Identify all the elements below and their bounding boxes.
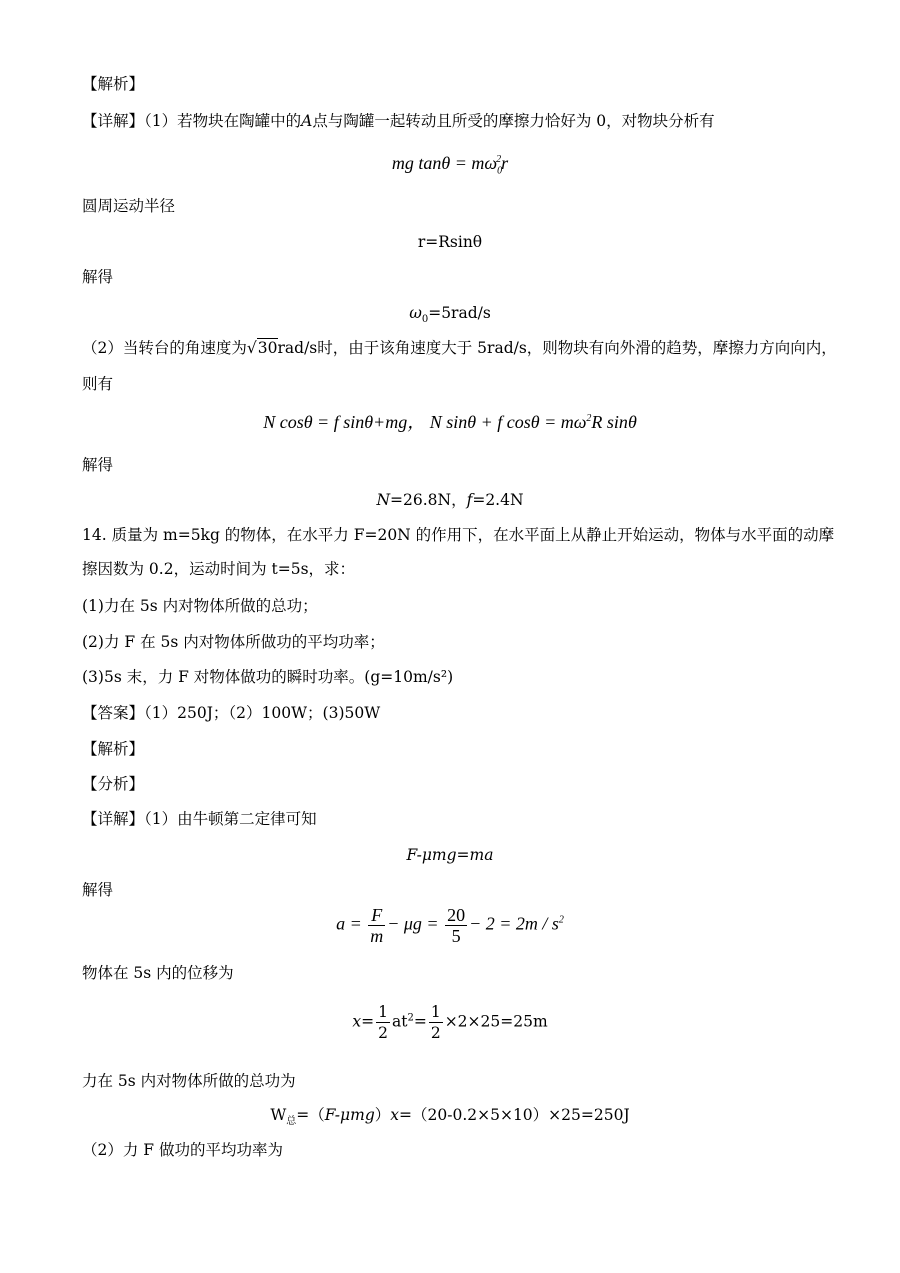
detail-part2-avg-power: （2）力 F 做功的平均功率为 bbox=[82, 1141, 283, 1159]
label-displacement: 物体在 5s 内的位移为 bbox=[82, 964, 234, 982]
section-jiexi: 【解析】 bbox=[82, 75, 145, 93]
question-14-sub1: (1)力在 5s 内对物体所做的总功； bbox=[82, 597, 318, 615]
answer-line: 【答案】（1）250J；（2）100W；(3)50W bbox=[82, 704, 381, 722]
detail-part2-intro: （2）当转台的角速度为√30rad/s时，由于该角速度大于 5rad/s，则物块有向外滑的趋势，摩擦力方向向内， bbox=[82, 339, 837, 357]
equation-8: x= $\frac{1}{2}$ $at^2=$ $\frac{1}{2}$ ×2×25=25m bbox=[352, 1003, 548, 1042]
equation-3: $\omega_0=5rad/s$ bbox=[409, 304, 491, 326]
label-solve-3: 解得 bbox=[82, 881, 114, 899]
question-14-line2: 擦因数为 0.2，运动时间为 t=5s，求： bbox=[82, 560, 356, 578]
section-jiexi-2: 【解析】 bbox=[82, 740, 145, 758]
label-solve-2: 解得 bbox=[82, 456, 114, 474]
section-fenxi: 【分析】 bbox=[82, 775, 145, 793]
equation-1: mg $\tan\theta = m\omega_0^2r$ bbox=[391, 153, 509, 177]
detail-part1-intro: 【详解】（1）若物块在陶罐中的A点与陶罐一起转动且所受的摩擦力恰好为 0，对物块分析有 bbox=[82, 112, 715, 130]
equation-7: a = $\frac{F}{m}$ − μg = $\frac{20}{5}$ − $2 = 2m / s^2$ bbox=[336, 905, 564, 946]
question-14-sub2: (2)力 F 在 5s 内对物体所做功的平均功率； bbox=[82, 633, 385, 651]
question-14-line1: 14. 质量为 m=5kg 的物体，在水平力 F=20N 的作用下，在水平面上从静止开始运动，物体与水平面的动摩 bbox=[82, 526, 835, 544]
label-solve-1: 解得 bbox=[82, 268, 114, 286]
sqrt-30-value: √30rad/s bbox=[246, 339, 318, 357]
detail-newton: 【详解】（1）由牛顿第二定律可知 bbox=[82, 810, 317, 828]
equation-4: N cosθ = f sinθ+mg， N sinθ + f $\cos\theta = m\omega^2R$ sinθ bbox=[263, 412, 637, 432]
equation-6: F-μmg=ma bbox=[406, 846, 494, 864]
label-total-work: 力在 5s 内对物体所做的总功为 bbox=[82, 1072, 296, 1090]
equation-5: N=26.8N，f=2.4N bbox=[376, 491, 524, 509]
label-radius: 圆周运动半径 bbox=[82, 197, 176, 215]
question-14-sub3: (3)5s 末，力 F 对物体做功的瞬时功率。(g=10m/s²) bbox=[82, 668, 454, 686]
equation-9: $W_总=(F-\mu mg)x=(20-0.2\times 5\times 10)\times 25=250J$ bbox=[270, 1106, 630, 1128]
label-zeyou: 则有 bbox=[82, 375, 114, 393]
equation-2: r=Rsinθ bbox=[417, 233, 483, 251]
